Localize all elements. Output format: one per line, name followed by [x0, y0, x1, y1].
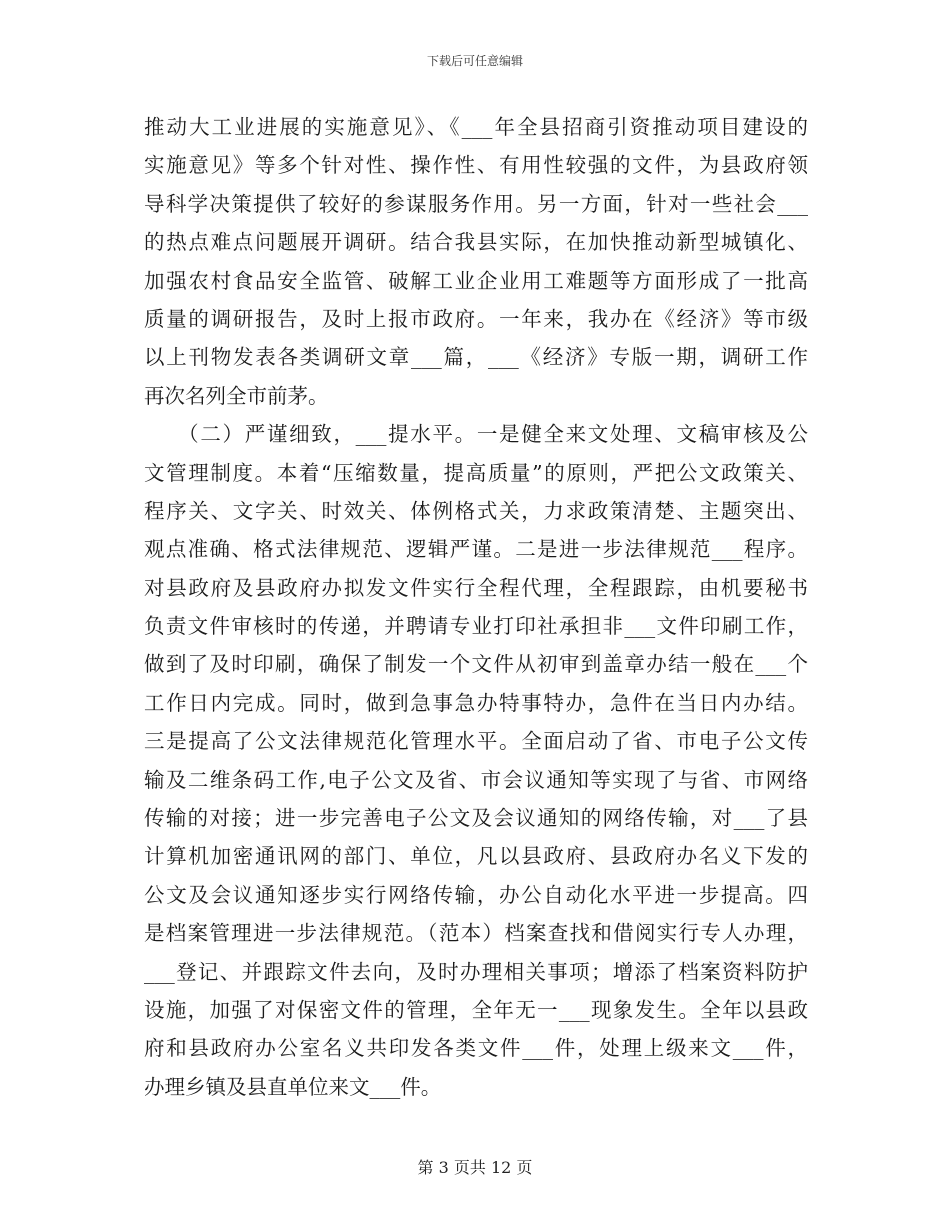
text-line: 传输的对接；进一步完善电子公文及会议通知的网络传输，对___了县	[144, 806, 808, 831]
text-line: 工作日内完成。同时，做到急事急办特事特办，急件在当日内办结。	[144, 690, 808, 715]
text-line: 的热点难点问题展开调研。结合我县实际，在加快推动新型城镇化、	[144, 230, 808, 255]
text-line: 设施，加强了对保密文件的管理，全年无一___现象发生。全年以县政	[144, 997, 808, 1022]
text-line: 办理乡镇及县直单位来文___件。	[144, 1074, 442, 1099]
text-line: 以上刊物发表各类调研文章___篇，___《经济》专版一期，调研工作	[144, 345, 808, 370]
text-line: 做到了及时印刷，确保了制发一个文件从初审到盖章办结一般在___个	[144, 652, 808, 677]
text-line: 文管理制度。本着“压缩数量，提高质量”的原则，严把公文政策关、	[144, 460, 808, 485]
text-line: 输及二维条码工作,电子公文及省、市会议通知等实现了与省、市网络	[144, 767, 808, 792]
text-line: 加强农村食品安全监管、破解工业企业用工难题等方面形成了一批高	[144, 268, 808, 293]
text-line: （二）严谨细致，___提水平。一是健全来文处理、文稿审核及公	[144, 422, 808, 447]
text-line: 导科学决策提供了较好的参谋服务作用。另一方面，针对一些社会___	[144, 191, 808, 216]
text-line: 负责文件审核时的传递，并聘请专业打印社承担非___文件印刷工作，	[144, 614, 808, 639]
page-number: 第 3 页共 12 页	[417, 1158, 533, 1177]
page-header: 下载后可任意编辑	[426, 54, 523, 68]
text-line: 计算机加密通讯网的部门、单位，凡以县政府、县政府办名义下发的	[144, 844, 808, 869]
text-line: 质量的调研报告，及时上报市政府。一年来，我办在《经济》等市级	[144, 306, 808, 331]
document-body	[144, 108, 808, 1106]
text-line: 实施意见》等多个针对性、操作性、有用性较强的文件，为县政府领	[144, 153, 808, 178]
text-line: 对县政府及县政府办拟发文件实行全程代理，全程跟踪，由机要秘书	[144, 575, 808, 600]
text-line: 推动大工业进展的实施意见》、《___年全县招商引资推动项目建设的	[144, 115, 808, 139]
text-line: 再次名列全市前茅。	[144, 383, 329, 408]
text-line: 府和县政府办公室名义共印发各类文件___件，处理上级来文___件，	[144, 1036, 808, 1061]
text-line: ___登记、并跟踪文件去向，及时办理相关事项；增添了档案资料防护	[144, 959, 808, 984]
text-line: 三是提高了公文法律规范化管理水平。全面启动了省、市电子公文传	[144, 729, 808, 754]
text-line: 是档案管理进一步法律规范。（范本）档案查找和借阅实行专人办理，	[144, 921, 808, 946]
text-line: 程序关、文字关、时效关、体例格式关，力求政策清楚、主题突出、	[144, 498, 808, 523]
text-line: 观点准确、格式法律规范、逻辑严谨。二是进一步法律规范___程序。	[144, 537, 808, 562]
text-line: 公文及会议通知逐步实行网络传输，办公自动化水平进一步提高。四	[144, 882, 808, 907]
